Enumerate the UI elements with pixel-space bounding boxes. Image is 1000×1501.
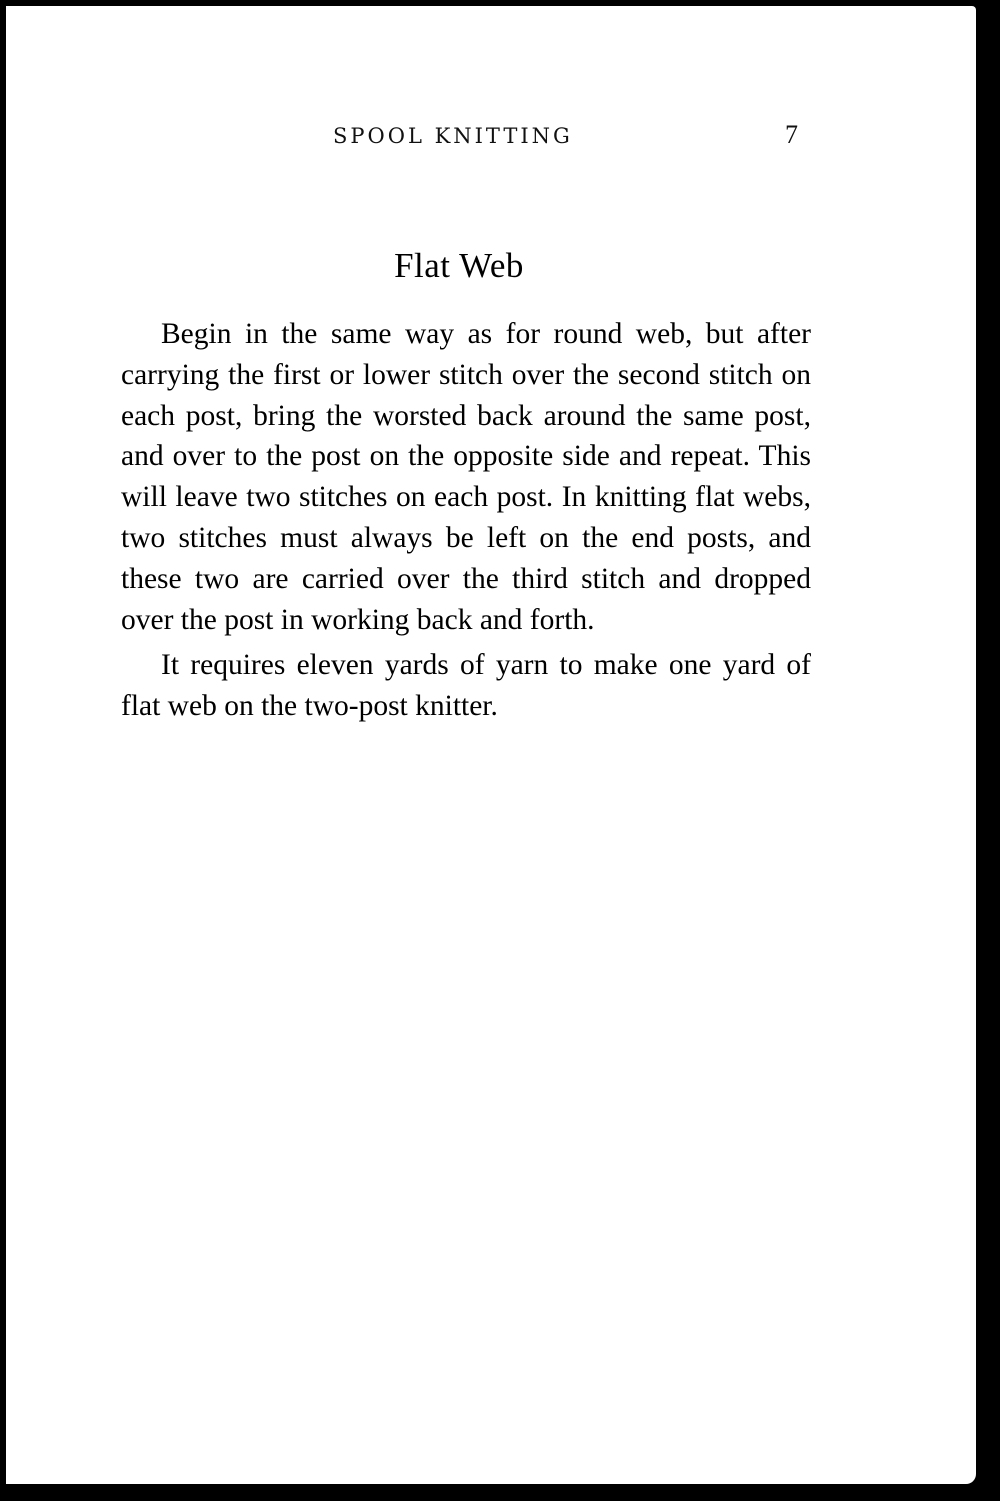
- page-number: 7: [785, 120, 798, 149]
- book-page: [6, 6, 976, 1484]
- body-text: [121, 314, 811, 727]
- paragraph: It requires eleven yards of yarn to make one yard of flat web on the two-post knitter.: [121, 649, 811, 723]
- section-title: Flat Web: [394, 246, 524, 285]
- running-head: SPOOL KNITTING: [333, 124, 573, 148]
- paragraph: Begin in the same way as for round web, but after carrying the first or lower stitch over the second stitch on each post, bring the worsted back around the same post, and over to the post on the opposite side and repeat. This will leave two stitches on each post. In knitting flat webs, two stitches must always be left on the end posts, and these two are carried over the third stitch and dropped over the post in working back and forth.: [121, 318, 811, 636]
